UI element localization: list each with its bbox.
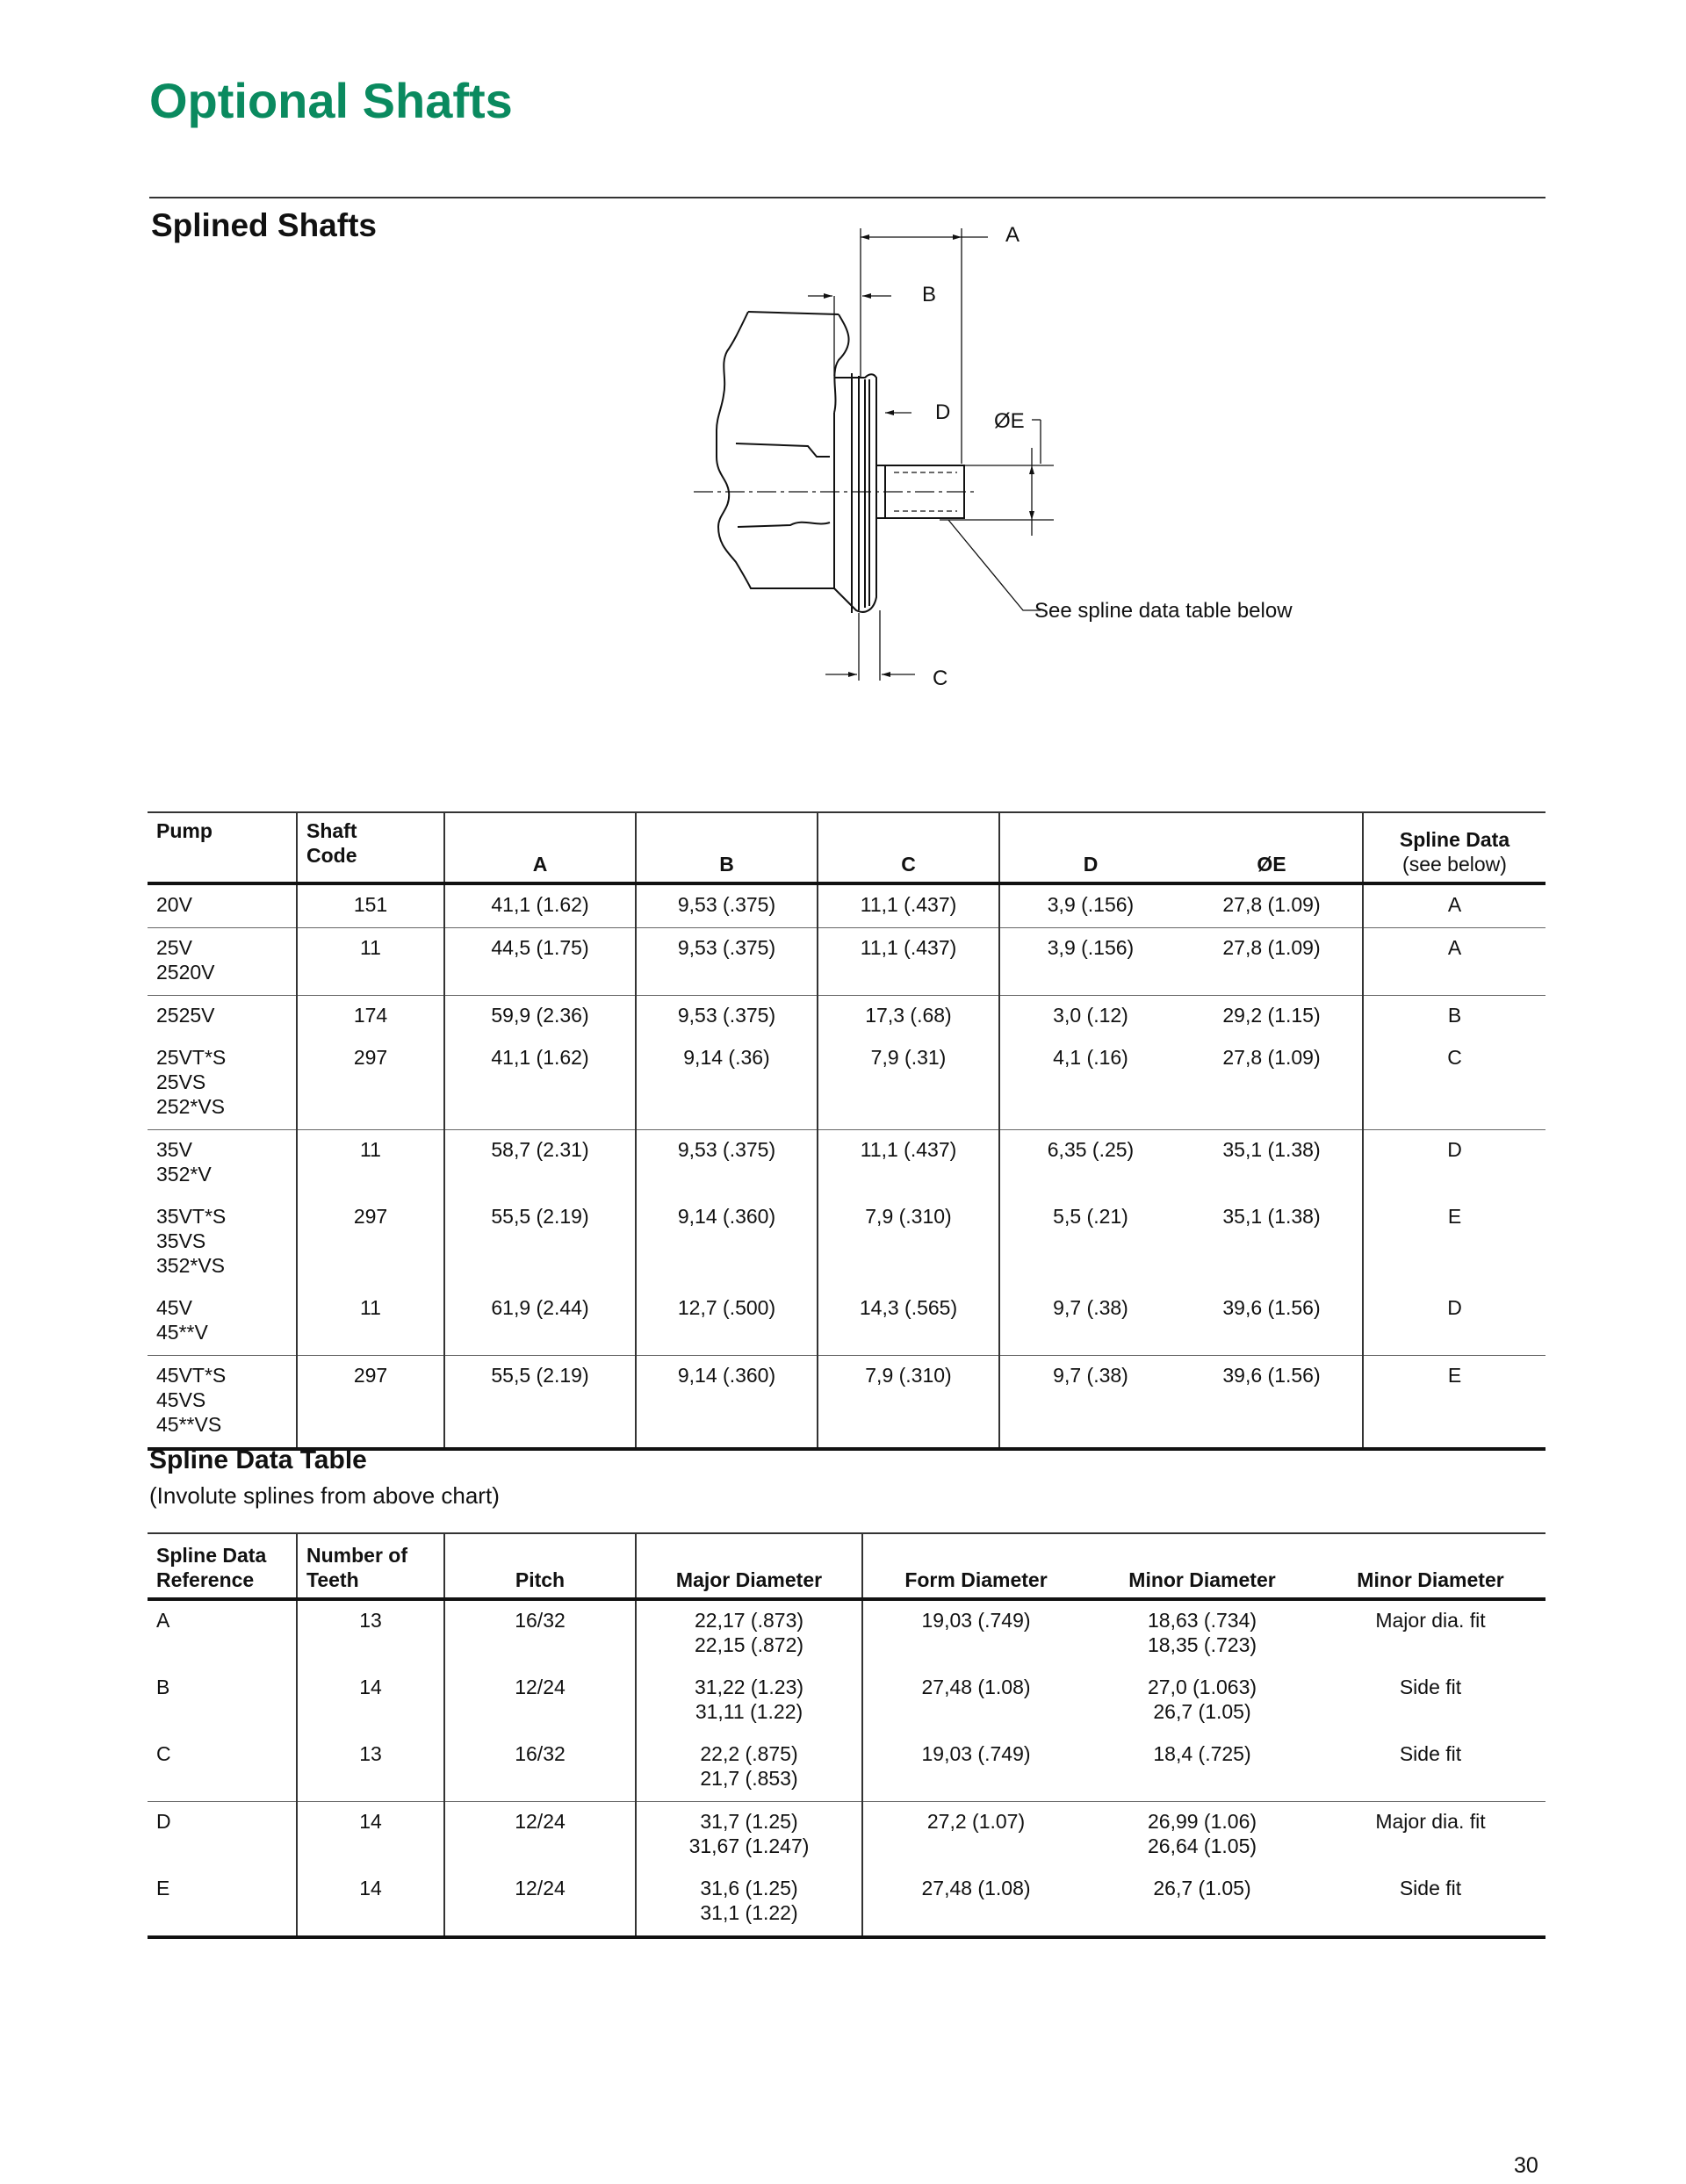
- cell-a-line: 41,1 (1.62): [491, 893, 589, 916]
- cell-spline-line: D: [1447, 1296, 1462, 1319]
- cell-a: [444, 1130, 636, 1198]
- cell-c: [818, 1288, 999, 1356]
- cell-b: [636, 928, 818, 996]
- cell-a-line: 59,9 (2.36): [491, 1004, 589, 1027]
- cell-ref: [148, 1599, 297, 1668]
- cell-fit: [1315, 1869, 1546, 1937]
- header-minor-2-line: Minor Diameter: [1357, 1568, 1504, 1591]
- cell-shaft-code: [297, 1197, 444, 1288]
- cell-d-line: 3,9 (.156): [1047, 893, 1135, 916]
- section-title: Splined Shafts: [151, 207, 377, 243]
- cell-shaft-code-line: 11: [360, 936, 381, 959]
- header-teeth-line: Number of: [306, 1544, 407, 1567]
- dim-label-a: A: [1005, 223, 1020, 247]
- cell-pump-line: 252*VS: [156, 1095, 226, 1118]
- cell-shaft-code-line: 11: [360, 1296, 381, 1319]
- cell-fit-line: Side fit: [1399, 1877, 1462, 1899]
- cell-pitch: [444, 1734, 636, 1802]
- cell-b-line: 9,53 (.375): [677, 936, 776, 959]
- header-spline-line: (see below): [1402, 853, 1507, 876]
- cell-spline: [1363, 996, 1546, 1039]
- cell-shaft-code: [297, 1356, 444, 1450]
- cell-fit: [1315, 1668, 1546, 1734]
- cell-form-line: 27,48 (1.08): [921, 1877, 1031, 1899]
- cell-teeth: [297, 1802, 444, 1870]
- cell-shaft-code-line: 11: [360, 1138, 381, 1161]
- cell-d: [999, 1288, 1181, 1356]
- header-a-line: A: [532, 853, 548, 876]
- cell-b-line: 9,53 (.375): [677, 1138, 776, 1161]
- cell-spline: [1363, 1288, 1546, 1356]
- dim-label-d: D: [935, 400, 951, 424]
- cell-fit-line: Major dia. fit: [1375, 1810, 1486, 1833]
- cell-shaft-code-line: 297: [353, 1046, 388, 1069]
- cell-c-line: 11,1 (.437): [860, 893, 957, 916]
- cell-c-line: 17,3 (.68): [865, 1004, 952, 1027]
- cell-pump: [148, 996, 297, 1039]
- cell-b: [636, 1197, 818, 1288]
- cell-pump-line: 352*VS: [156, 1254, 226, 1277]
- cell-major-line: 31,11 (1.22): [695, 1700, 803, 1723]
- cell-form-line: 19,03 (.749): [921, 1742, 1031, 1765]
- cell-form-line: 19,03 (.749): [921, 1609, 1031, 1632]
- cell-shaft-code-line: 174: [353, 1004, 388, 1027]
- header-d-line: D: [1083, 853, 1099, 876]
- cell-d-line: 9,7 (.38): [1053, 1296, 1128, 1319]
- cell-b-line: 9,53 (.375): [677, 1004, 776, 1027]
- cell-c: [818, 1197, 999, 1288]
- cell-fit-line: Side fit: [1399, 1676, 1462, 1698]
- cell-pump: [148, 1130, 297, 1198]
- cell-major-line: 31,7 (1.25): [700, 1810, 798, 1833]
- cell-ref-line: C: [156, 1742, 171, 1765]
- cell-ref: [148, 1668, 297, 1734]
- header-teeth: [297, 1533, 444, 1599]
- cell-pump: [148, 1197, 297, 1288]
- cell-spline: [1363, 1038, 1546, 1130]
- cell-b: [636, 1356, 818, 1450]
- cell-d: [999, 996, 1181, 1039]
- page-number: 30: [1514, 2153, 1538, 2178]
- table-header-row: [148, 812, 1546, 883]
- cell-a-line: 58,7 (2.31): [491, 1138, 589, 1161]
- cell-pitch: [444, 1869, 636, 1937]
- cell-a-line: 41,1 (1.62): [491, 1046, 589, 1069]
- cell-e-line: 39,6 (1.56): [1222, 1296, 1321, 1319]
- cell-spline-line: B: [1447, 1004, 1462, 1027]
- cell-c: [818, 1356, 999, 1450]
- cell-minor-line: 18,35 (.723): [1147, 1633, 1257, 1656]
- drawing-callout: See spline data table below: [1034, 599, 1293, 623]
- cell-shaft-code: [297, 1130, 444, 1198]
- cell-a-line: 55,5 (2.19): [491, 1364, 589, 1387]
- cell-b: [636, 883, 818, 928]
- cell-major: [636, 1734, 862, 1802]
- cell-fit: [1315, 1734, 1546, 1802]
- cell-teeth: [297, 1599, 444, 1668]
- cell-b: [636, 1038, 818, 1130]
- header-e-line: ØE: [1257, 853, 1286, 876]
- cell-major-line: 21,7 (.853): [700, 1767, 798, 1790]
- cell-c-line: 14,3 (.565): [859, 1296, 958, 1319]
- header-ref: [148, 1533, 297, 1599]
- cell-d-line: 3,0 (.12): [1053, 1004, 1128, 1027]
- header-pump-line: Pump: [156, 819, 213, 842]
- table-row: [148, 1599, 1546, 1668]
- cell-a: [444, 1356, 636, 1450]
- cell-teeth-line: 14: [359, 1810, 382, 1833]
- cell-pump-line: 25VS: [156, 1070, 206, 1093]
- shaft-drawing: [685, 211, 1352, 703]
- cell-spline: [1363, 1130, 1546, 1198]
- header-a: [444, 812, 636, 883]
- cell-pump-line: 352*V: [156, 1163, 212, 1186]
- cell-spline-line: C: [1447, 1046, 1462, 1069]
- header-shaft-code-line: Code: [306, 844, 357, 867]
- dim-label-e: ØE: [994, 409, 1025, 433]
- cell-minor: [1089, 1668, 1315, 1734]
- cell-spline: [1363, 1197, 1546, 1288]
- housing-outline: [717, 312, 834, 588]
- cell-form: [862, 1599, 1089, 1668]
- header-b-line: B: [719, 853, 734, 876]
- cell-pump-line: 45VT*S: [156, 1364, 227, 1387]
- cell-form: [862, 1802, 1089, 1870]
- cell-fit-line: Side fit: [1399, 1742, 1462, 1765]
- cell-b-line: 12,7 (.500): [677, 1296, 776, 1319]
- cell-a-line: 55,5 (2.19): [491, 1205, 589, 1228]
- dim-label-b: B: [922, 283, 937, 306]
- cell-b-line: 9,53 (.375): [677, 893, 776, 916]
- cell-major-line: 22,15 (.872): [694, 1633, 804, 1656]
- cell-e: [1181, 883, 1363, 928]
- cell-c-line: 11,1 (.437): [860, 936, 957, 959]
- cell-a: [444, 1038, 636, 1130]
- header-b: [636, 812, 818, 883]
- cell-e: [1181, 928, 1363, 996]
- cell-d: [999, 883, 1181, 928]
- cell-a: [444, 883, 636, 928]
- cell-ref-line: A: [156, 1609, 170, 1632]
- cell-b: [636, 1288, 818, 1356]
- cell-e: [1181, 1130, 1363, 1198]
- header-c: [818, 812, 999, 883]
- cell-minor: [1089, 1802, 1315, 1870]
- cell-ref: [148, 1734, 297, 1802]
- cell-shaft-code-line: 297: [353, 1205, 388, 1228]
- shaft-dimensions-table: [148, 811, 1546, 1451]
- cell-major-line: 31,22 (1.23): [694, 1676, 804, 1698]
- cell-minor-line: 26,7 (1.05): [1153, 1877, 1251, 1899]
- cell-spline-line: A: [1447, 893, 1462, 916]
- header-pump: [148, 812, 297, 883]
- cell-major: [636, 1668, 862, 1734]
- cell-e-line: 27,8 (1.09): [1222, 893, 1321, 916]
- cell-b-line: 9,14 (.36): [683, 1046, 770, 1069]
- cell-d-line: 5,5 (.21): [1053, 1205, 1128, 1228]
- cell-d: [999, 1038, 1181, 1130]
- cell-pump: [148, 1288, 297, 1356]
- dim-label-c: C: [933, 667, 948, 690]
- spline-table-title: Spline Data Table: [149, 1445, 367, 1474]
- cell-major: [636, 1869, 862, 1937]
- header-c-line: C: [901, 853, 916, 876]
- cell-d: [999, 1356, 1181, 1450]
- cell-minor-line: 26,7 (1.05): [1153, 1700, 1251, 1723]
- cell-pump-line: 2520V: [156, 961, 215, 984]
- cell-teeth-line: 13: [359, 1609, 382, 1632]
- table-row: [148, 1038, 1546, 1130]
- cell-d: [999, 928, 1181, 996]
- cell-b-line: 9,14 (.360): [677, 1364, 776, 1387]
- cell-c-line: 11,1 (.437): [860, 1138, 957, 1161]
- cell-e: [1181, 1288, 1363, 1356]
- header-e: [1181, 812, 1363, 883]
- table-row: [148, 1356, 1546, 1450]
- cell-pump-line: 25VT*S: [156, 1046, 227, 1069]
- cell-minor-line: 18,4 (.725): [1153, 1742, 1251, 1765]
- cell-form-line: 27,2 (1.07): [926, 1810, 1026, 1833]
- cell-ref-line: D: [156, 1810, 171, 1833]
- cell-major: [636, 1802, 862, 1870]
- cell-e-line: 27,8 (1.09): [1222, 1046, 1321, 1069]
- cell-major-line: 31,1 (1.22): [700, 1901, 798, 1924]
- cell-ref: [148, 1802, 297, 1870]
- cell-c-line: 7,9 (.310): [865, 1205, 952, 1228]
- cell-minor: [1089, 1599, 1315, 1668]
- cell-pitch-line: 12/24: [515, 1676, 566, 1698]
- cell-teeth: [297, 1734, 444, 1802]
- cell-c: [818, 928, 999, 996]
- cell-shaft-code: [297, 1038, 444, 1130]
- header-shaft-code: [297, 812, 444, 883]
- table-row: [148, 928, 1546, 996]
- cell-spline-line: E: [1447, 1205, 1462, 1228]
- cell-fit-line: Major dia. fit: [1375, 1609, 1486, 1632]
- cell-a: [444, 1197, 636, 1288]
- cell-teeth: [297, 1668, 444, 1734]
- cell-e-line: 35,1 (1.38): [1222, 1205, 1321, 1228]
- cell-d: [999, 1197, 1181, 1288]
- cell-form: [862, 1668, 1089, 1734]
- header-pitch-line: Pitch: [515, 1568, 566, 1591]
- cell-spline-line: E: [1447, 1364, 1462, 1387]
- cell-major-line: 22,2 (.875): [700, 1742, 798, 1765]
- cell-pump: [148, 928, 297, 996]
- cell-d-line: 4,1 (.16): [1053, 1046, 1128, 1069]
- header-form-line: Form Diameter: [904, 1568, 1048, 1591]
- cell-c-line: 7,9 (.31): [870, 1046, 947, 1069]
- cell-e: [1181, 1038, 1363, 1130]
- cell-a-line: 61,9 (2.44): [491, 1296, 589, 1319]
- cell-major: [636, 1599, 862, 1668]
- cell-b-line: 9,14 (.360): [677, 1205, 776, 1228]
- cell-minor-line: 26,64 (1.05): [1147, 1834, 1257, 1857]
- spline-table-subtitle: (Involute splines from above chart): [149, 1482, 500, 1509]
- header-d: [999, 812, 1181, 883]
- cell-pitch: [444, 1668, 636, 1734]
- cell-e-line: 35,1 (1.38): [1222, 1138, 1321, 1161]
- header-major-line: Major Diameter: [675, 1568, 823, 1591]
- header-form: [862, 1533, 1089, 1599]
- cell-ref-line: B: [156, 1676, 170, 1698]
- cell-major-line: 31,6 (1.25): [700, 1877, 798, 1899]
- cell-spline: [1363, 928, 1546, 996]
- cell-e: [1181, 1197, 1363, 1288]
- page-title: Optional Shafts: [149, 73, 513, 128]
- header-minor: [1089, 1533, 1315, 1599]
- table-row: [148, 1802, 1546, 1870]
- cell-pitch-line: 16/32: [515, 1609, 566, 1632]
- cell-c: [818, 996, 999, 1039]
- header-shaft-code-line: Shaft: [306, 819, 357, 842]
- header-major: [636, 1533, 862, 1599]
- cell-major-line: 31,67 (1.247): [688, 1834, 810, 1857]
- cell-e: [1181, 996, 1363, 1039]
- cell-pump-line: 20V: [156, 893, 192, 916]
- cell-pump-line: 45**V: [156, 1321, 208, 1344]
- cell-a-line: 44,5 (1.75): [491, 936, 589, 959]
- table-row: [148, 1130, 1546, 1198]
- cell-shaft-code: [297, 883, 444, 928]
- table-row: [148, 996, 1546, 1039]
- table-row: [148, 1869, 1546, 1937]
- cell-teeth-line: 13: [359, 1742, 382, 1765]
- cell-teeth: [297, 1869, 444, 1937]
- cell-c: [818, 1130, 999, 1198]
- cell-minor: [1089, 1734, 1315, 1802]
- cell-teeth-line: 14: [359, 1676, 382, 1698]
- cell-fit: [1315, 1599, 1546, 1668]
- cell-d-line: 9,7 (.38): [1053, 1364, 1128, 1387]
- cell-spline: [1363, 1356, 1546, 1450]
- cell-pump-line: 45V: [156, 1296, 192, 1319]
- cell-ref: [148, 1869, 297, 1937]
- cell-spline-line: A: [1447, 936, 1462, 959]
- table-row: [148, 1197, 1546, 1288]
- table-row: [148, 1734, 1546, 1802]
- cell-shaft-code: [297, 1288, 444, 1356]
- cell-e-line: 29,2 (1.15): [1222, 1004, 1321, 1027]
- header-ref-line: Reference: [156, 1568, 255, 1591]
- table-header-row: [148, 1533, 1546, 1599]
- cell-shaft-code: [297, 996, 444, 1039]
- cell-minor-line: 27,0 (1.063): [1147, 1676, 1257, 1698]
- cell-pump-line: 35V: [156, 1138, 192, 1161]
- cell-teeth-line: 14: [359, 1877, 382, 1899]
- cell-pump: [148, 883, 297, 928]
- cell-pitch-line: 12/24: [515, 1810, 566, 1833]
- cell-pump-line: 35VS: [156, 1229, 206, 1252]
- cell-ref-line: E: [156, 1877, 170, 1899]
- cell-a: [444, 928, 636, 996]
- cell-minor: [1089, 1869, 1315, 1937]
- cell-pitch: [444, 1599, 636, 1668]
- cell-major-line: 22,17 (.873): [694, 1609, 804, 1632]
- cell-spline: [1363, 883, 1546, 928]
- cell-spline-line: D: [1447, 1138, 1462, 1161]
- cell-form: [862, 1734, 1089, 1802]
- cell-a: [444, 1288, 636, 1356]
- cell-pitch-line: 12/24: [515, 1877, 566, 1899]
- cell-a: [444, 996, 636, 1039]
- cell-pitch-line: 16/32: [515, 1742, 566, 1765]
- header-minor-2: [1315, 1533, 1546, 1599]
- cell-pump: [148, 1356, 297, 1450]
- cell-d: [999, 1130, 1181, 1198]
- cell-pump-line: 45VS: [156, 1388, 206, 1411]
- cell-b: [636, 1130, 818, 1198]
- section-divider: [149, 197, 1546, 198]
- cell-pump-line: 35VT*S: [156, 1205, 227, 1228]
- cell-shaft-code-line: 297: [353, 1364, 388, 1387]
- header-minor-line: Minor Diameter: [1128, 1568, 1276, 1591]
- cell-shaft-code-line: 151: [353, 893, 388, 916]
- cell-pump-line: 2525V: [156, 1004, 215, 1027]
- cell-d-line: 6,35 (.25): [1047, 1138, 1135, 1161]
- header-pitch: [444, 1533, 636, 1599]
- cell-pitch: [444, 1802, 636, 1870]
- cell-minor-line: 18,63 (.734): [1147, 1609, 1257, 1632]
- cell-pump-line: 25V: [156, 936, 192, 959]
- header-teeth-line: Teeth: [306, 1568, 359, 1591]
- cell-e-line: 39,6 (1.56): [1222, 1364, 1321, 1387]
- cell-pump-line: 45**VS: [156, 1413, 222, 1436]
- header-ref-line: Spline Data: [156, 1544, 267, 1567]
- cell-b: [636, 996, 818, 1039]
- header-spline: [1363, 812, 1546, 883]
- cell-form-line: 27,48 (1.08): [921, 1676, 1031, 1698]
- cell-shaft-code: [297, 928, 444, 996]
- table-row: [148, 1288, 1546, 1356]
- cell-minor-line: 26,99 (1.06): [1147, 1810, 1257, 1833]
- table-row: [148, 883, 1546, 928]
- cell-d-line: 3,9 (.156): [1047, 936, 1135, 959]
- cell-pump: [148, 1038, 297, 1130]
- spline-data-table: [148, 1532, 1546, 1939]
- table-row: [148, 1668, 1546, 1734]
- cell-c-line: 7,9 (.310): [865, 1364, 952, 1387]
- cell-form: [862, 1869, 1089, 1937]
- cell-fit: [1315, 1802, 1546, 1870]
- cell-e: [1181, 1356, 1363, 1450]
- header-spline-line: Spline Data: [1399, 828, 1510, 851]
- cell-c: [818, 1038, 999, 1130]
- cell-e-line: 27,8 (1.09): [1222, 936, 1321, 959]
- cell-c: [818, 883, 999, 928]
